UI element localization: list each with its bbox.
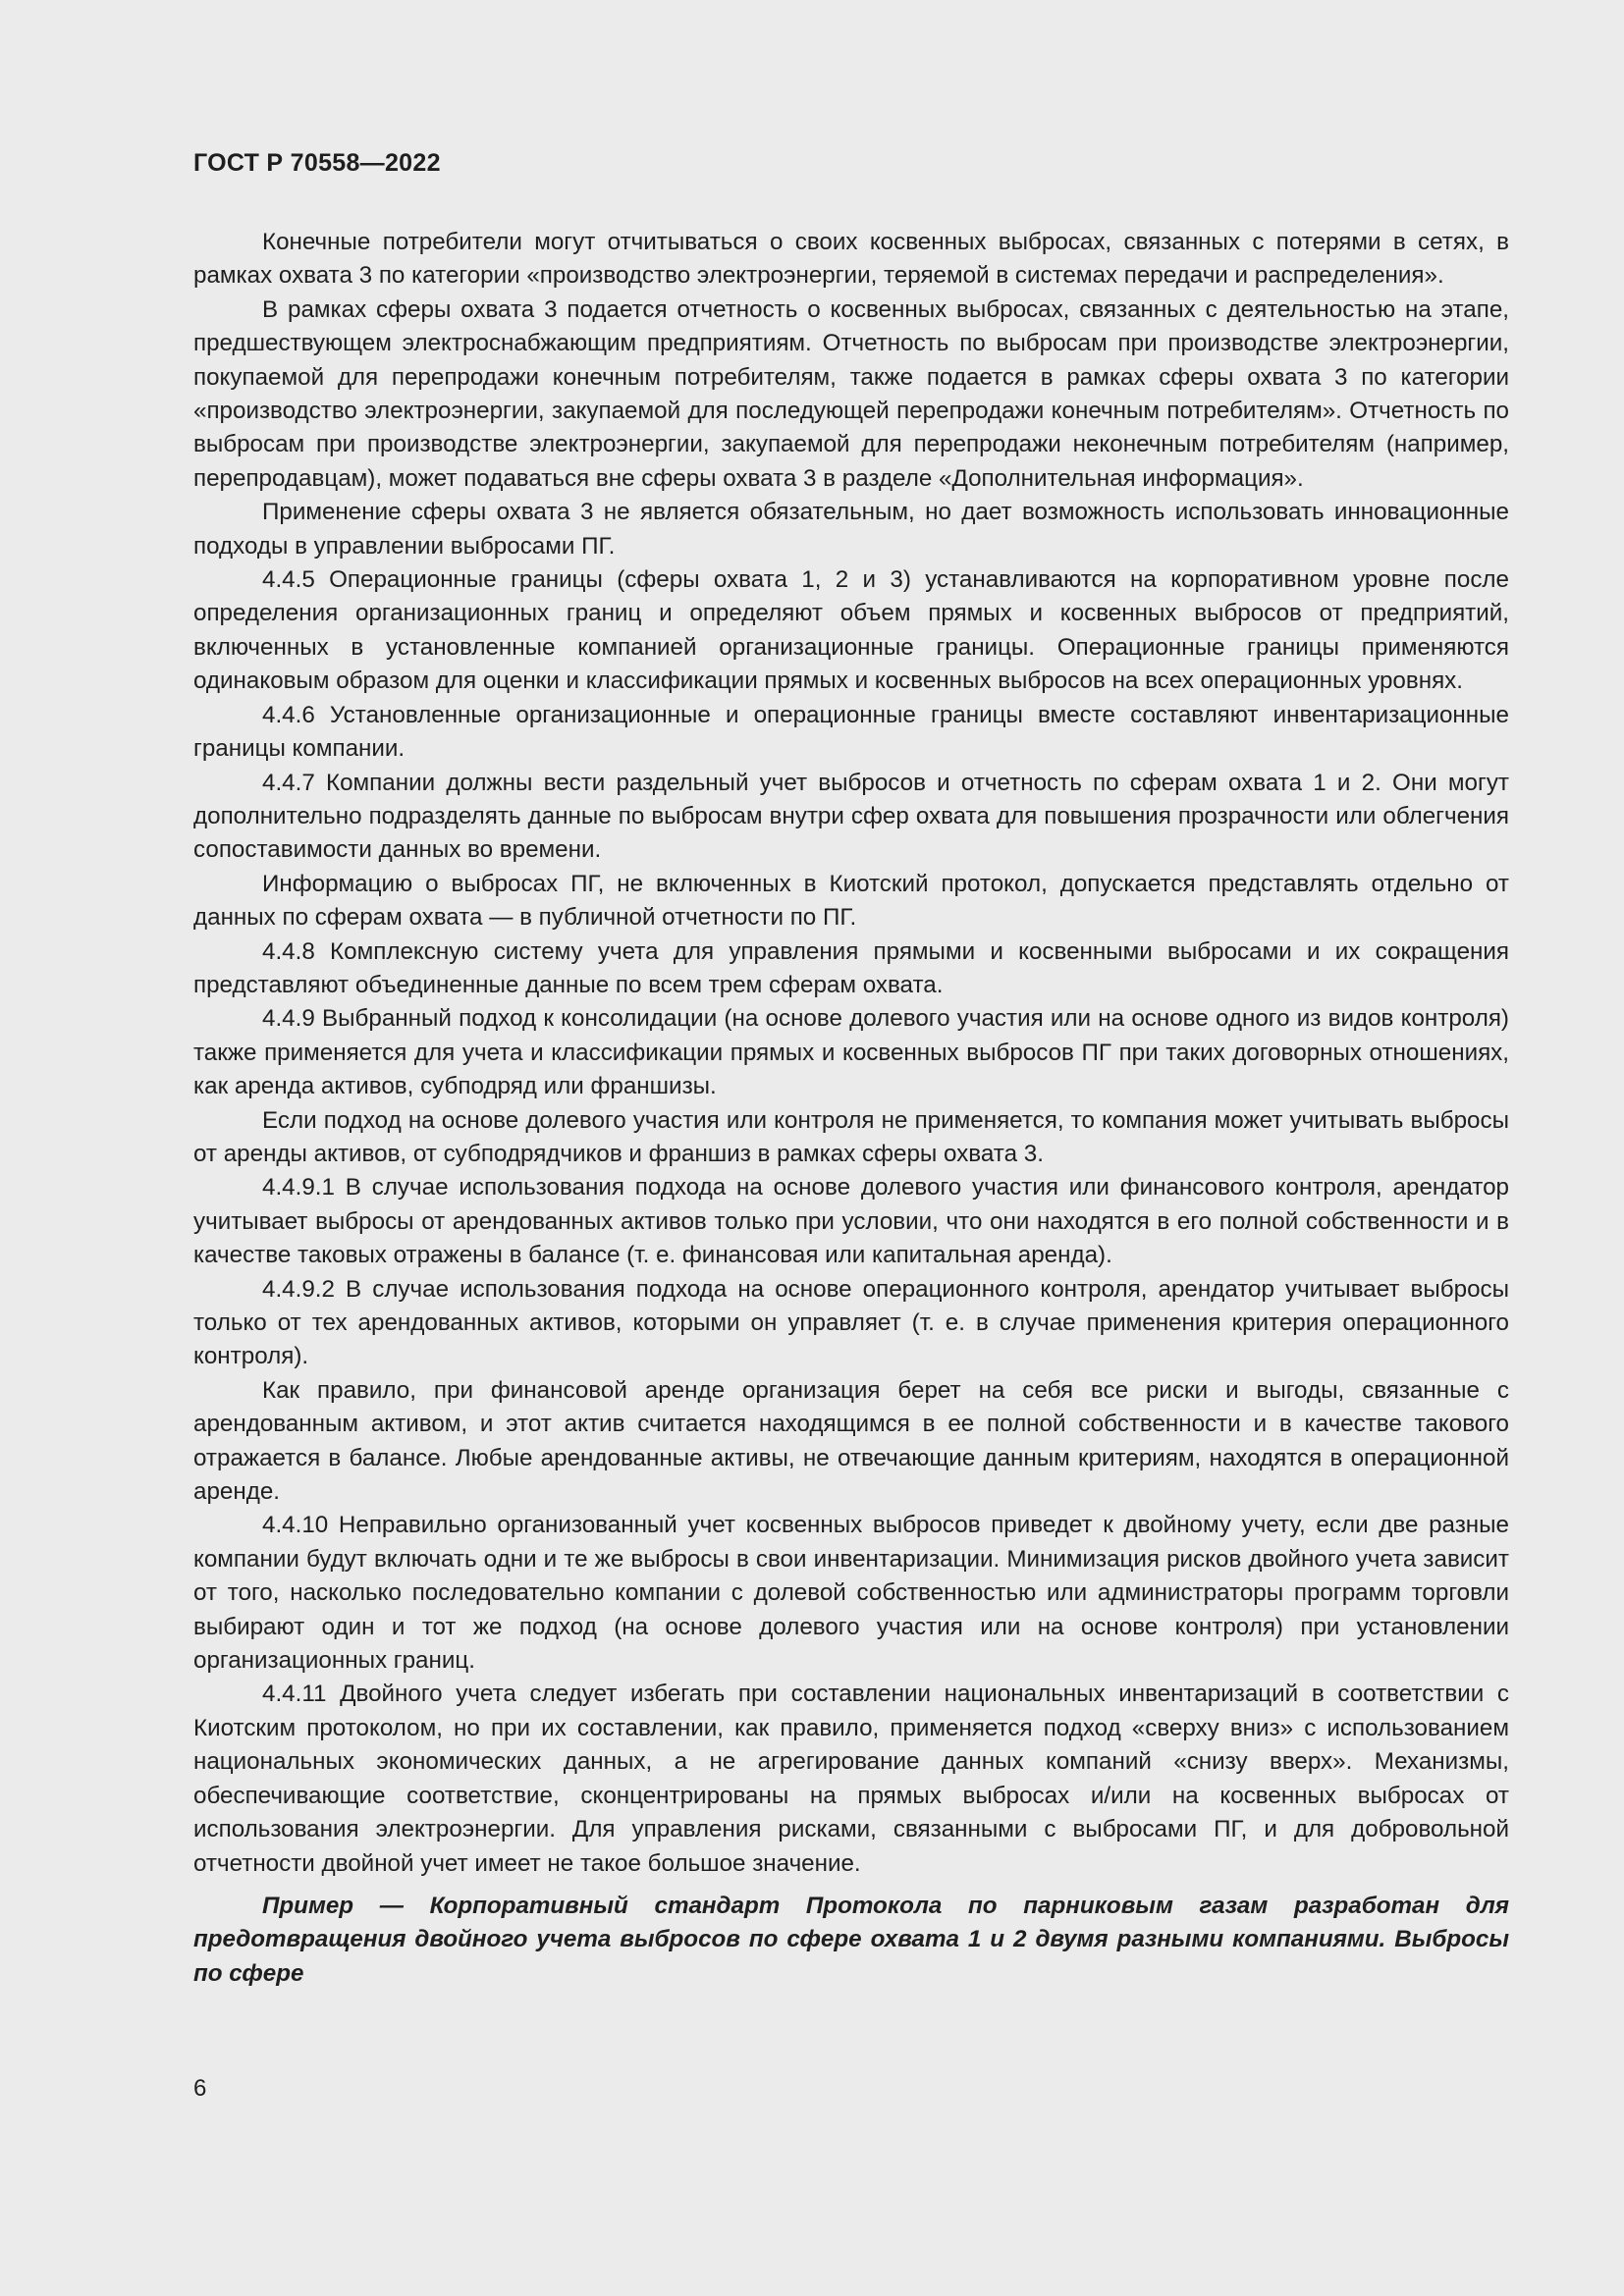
paragraph: Как правило, при финансовой аренде организация берет на себя все риски и выгоды, связанные с арендованным активом, и этот актив считается находящимся в ее полной собственности и в качестве такового отражается в балансе. Любые арендованные активы, не отвечающие данным критериям, находятся в операционной аренде. xyxy=(193,1376,1509,1506)
paragraph-4-4-11: 4.4.11 Двойного учета следует избегать при составлении национальных инвентаризаций в соответствии с Киотским протоколом, но при их составлении, как правило, применяется подход «сверху вниз» с использованием национальных экономических данных, а не агрегирование данных компаний «снизу вверх». Механизмы, обеспечивающие соответствие, сконцентрированы на прямых выбросах и/или на косвенных выбросах от использования электроэнергии. Для управления рисками, связанными с выбросами ПГ, и для добровольной отчетности двойной учет имеет не такое большое значение. xyxy=(193,1681,1509,1877)
example-note: Пример — Корпоративный стандарт Протокола по парниковым газам разработан для предотвращения двойного учета выбросов по сфере охвата 1 и 2 двумя разными компаниями. Выбросы по сфере xyxy=(193,1892,1509,1987)
paragraph: В рамках сферы охвата 3 подается отчетность о косвенных выбросах, связанных с деятельностью на этапе, предшествующем электроснабжающим предприятиям. Отчетность по выбросам при производстве электроэнергии, покупаемой для перепродажи конечным потребителям, также подается в рамках сферы охвата 3 по категории «производство электроэнергии, закупаемой для последующей перепродажи конечным потребителям». Отчетность по выбросам при производстве электроэнергии, закупаемой для перепродажи неконечным потребителям (например, перепродавцам), может подаваться вне сферы охвата 3 в разделе «Дополнительная информация». xyxy=(193,295,1509,492)
paragraph-4-4-9: 4.4.9 Выбранный подход к консолидации (на основе долевого участия или на основе одного из видов контроля) также применяется для учета и классификации прямых и косвенных выбросов ПГ при таких договорных отношениях, как аренда активов, субподряд или франшизы. xyxy=(193,1005,1509,1100)
paragraph-4-4-8: 4.4.8 Комплексную систему учета для управления прямыми и косвенными выбросами и их сокращения представляют объединенные данные по всем трем сферам охвата. xyxy=(193,937,1509,998)
paragraph: Если подход на основе долевого участия или контроля не применяется, то компания может учитывать выбросы от аренды активов, от субподрядчиков и франшиз в рамках сферы охвата 3. xyxy=(193,1106,1509,1167)
paragraph-4-4-9-2: 4.4.9.2 В случае использования подхода на основе операционного контроля, арендатор учитывает выбросы только от тех арендованных активов, которыми он управляет (т. е. в случае применения критерия операционного контроля). xyxy=(193,1275,1509,1370)
page-number: 6 xyxy=(193,2075,207,2102)
document-header: ГОСТ Р 70558—2022 xyxy=(193,149,441,177)
paragraph: Конечные потребители могут отчитываться о своих косвенных выбросах, связанных с потерями в сетях, в рамках охвата 3 по категории «производство электроэнергии, теряемой в системах передачи и распределения». xyxy=(193,229,1509,290)
paragraph-4-4-6: 4.4.6 Установленные организационные и операционные границы вместе составляют инвентаризационные границы компании. xyxy=(193,701,1509,763)
paragraph-4-4-5: 4.4.5 Операционные границы (сферы охвата 1, 2 и 3) устанавливаются на корпоративном уровне после определения организационных границ и определяют объем прямых и косвенных выбросов от предприятий, включенных в установленные компанией организационные границы. Операционные границы применяются одинаковым образом для оценки и классификации прямых и косвенных выбросов на всех операционных уровнях. xyxy=(193,566,1509,695)
paragraph-4-4-9-1: 4.4.9.1 В случае использования подхода на основе долевого участия или финансового контроля, арендатор учитывает выбросы от арендованных активов только при условии, что они находятся в его полной собственности и в качестве таковых отражены в балансе (т. е. финансовая или капитальная аренда). xyxy=(193,1174,1509,1269)
document-body xyxy=(193,226,1509,1991)
paragraph: Применение сферы охвата 3 не является обязательным, но дает возможность использовать инновационные подходы в управлении выбросами ПГ. xyxy=(193,499,1509,560)
paragraph-4-4-10: 4.4.10 Неправильно организованный учет косвенных выбросов приведет к двойному учету, если две разные компании будут включать одни и те же выбросы в свои инвентаризации. Минимизация рисков двойного учета зависит от того, насколько последовательно компании с долевой собственностью или администраторы программ торговли выбирают один и тот же подход (на основе долевого участия или на основе контроля) при установлении организационных границ. xyxy=(193,1512,1509,1675)
paragraph-4-4-7: 4.4.7 Компании должны вести раздельный учет выбросов и отчетность по сферам охвата 1 и 2. Они могут дополнительно подразделять данные по выбросам внутри сфер охвата для повышения прозрачности или облегчения сопоставимости данных во времени. xyxy=(193,769,1509,864)
paragraph: Информацию о выбросах ПГ, не включенных в Киотский протокол, допускается представлять отдельно от данных по сферам охвата — в публичной отчетности по ПГ. xyxy=(193,870,1509,932)
